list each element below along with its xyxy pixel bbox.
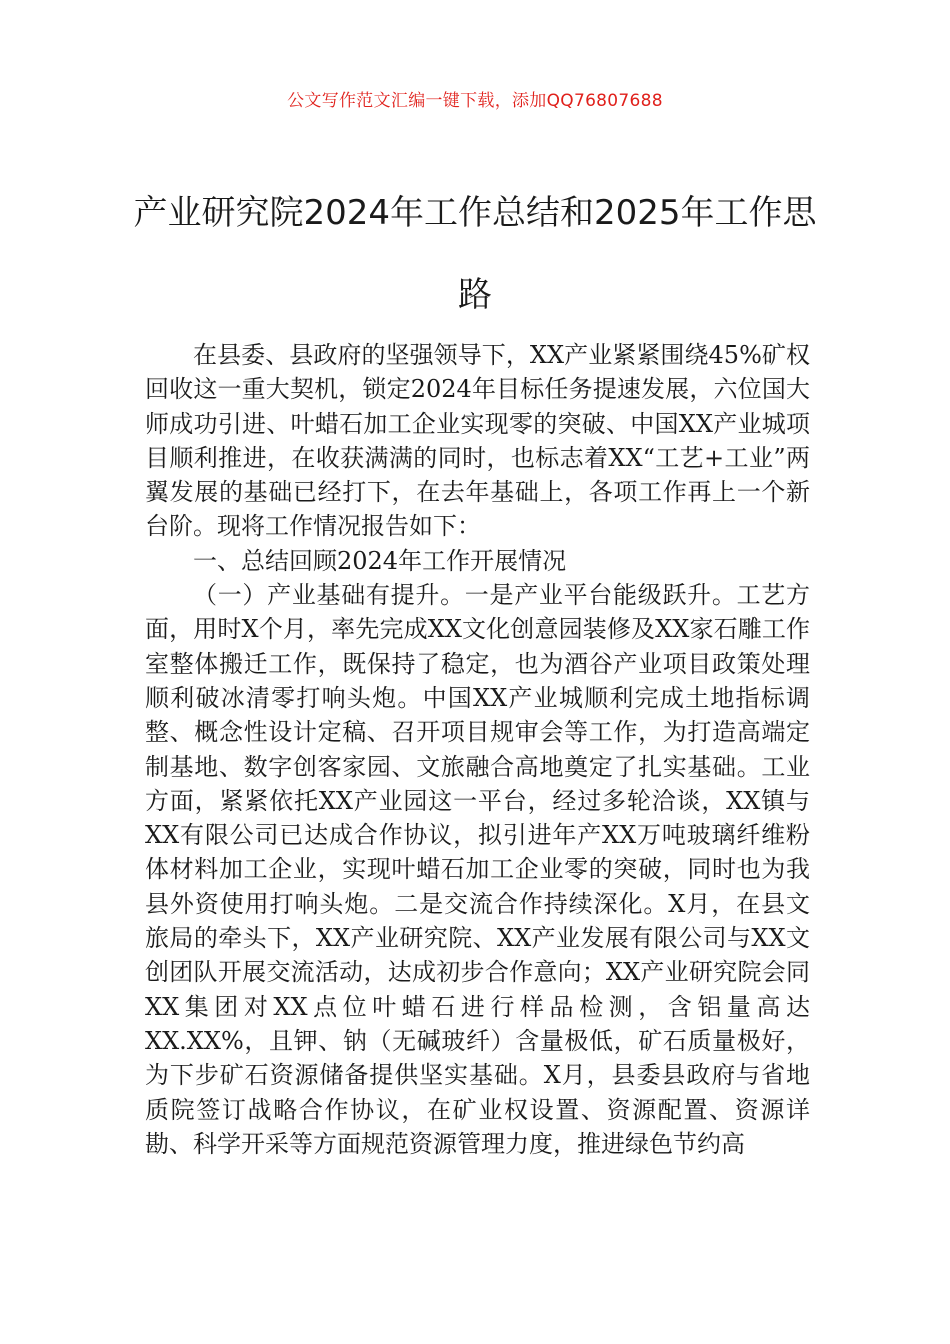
document-body (145, 338, 810, 1161)
intro-paragraph: 在县委、县政府的坚强领导下，XX产业紧紧围绕45%矿权回收这一重大契机，锁定2024年目标任务提速发展，六位国大师成功引进、叶蜡石加工企业实现零的突破、中国XX产业城项目顺利推进，在收获满满的同时，也标志着XX“工艺+工业”两翼发展的基础已经打下，在去年基础上，各项工作再上一个新台阶。现将工作情况报告如下： (145, 341, 810, 541)
document-title: 产业研究院2024年工作总结和2025年工作思路 (133, 193, 817, 315)
body-paragraph: （一）产业基础有提升。一是产业平台能级跃升。工艺方面，用时X个月，率先完成XX文化创意园装修及XX家石雕工作室整体搬迁工作，既保持了稳定，也为酒谷产业项目政策处理顺利破冰清零打响头炮。中国XX产业城顺利完成土地指标调整、概念性设计定稿、召开项目规审会等工作，为打造高端定制基地、数字创客家园、文旅融合高地奠定了扎实基础。工业方面，紧紧依托XX产业园这一平台，经过多轮洽谈，XX镇与XX有限公司已达成合作协议，拟引进年产XX万吨玻璃纤维粉体材料加工企业，实现叶蜡石加工企业零的突破，同时也为我县外资使用打响头炮。二是交流合作持续深化。X月，在县文旅局的牵头下，XX产业研究院、XX产业发展有限公司与XX文创团队开展交流活动，达成初步合作意向；XX产业研究院会同XX集团对XX点位叶蜡石进行样品检测，含铝量高达XX.XX%，且钾、钠（无碱玻纤）含量极低，矿石质量极好，为下步矿石资源储备提供坚实基础。X月，县委县政府与省地质院签订战略合作协议，在矿业权设置、资源配置、资源详勘、科学开采等方面规范资源管理力度，推进绿色节约高 (145, 581, 810, 1158)
download-banner[interactable]: 公文写作范文汇编一键下载，添加QQ76807688 (287, 91, 663, 111)
section-heading-1: 一、总结回顾2024年工作开展情况 (193, 546, 567, 575)
